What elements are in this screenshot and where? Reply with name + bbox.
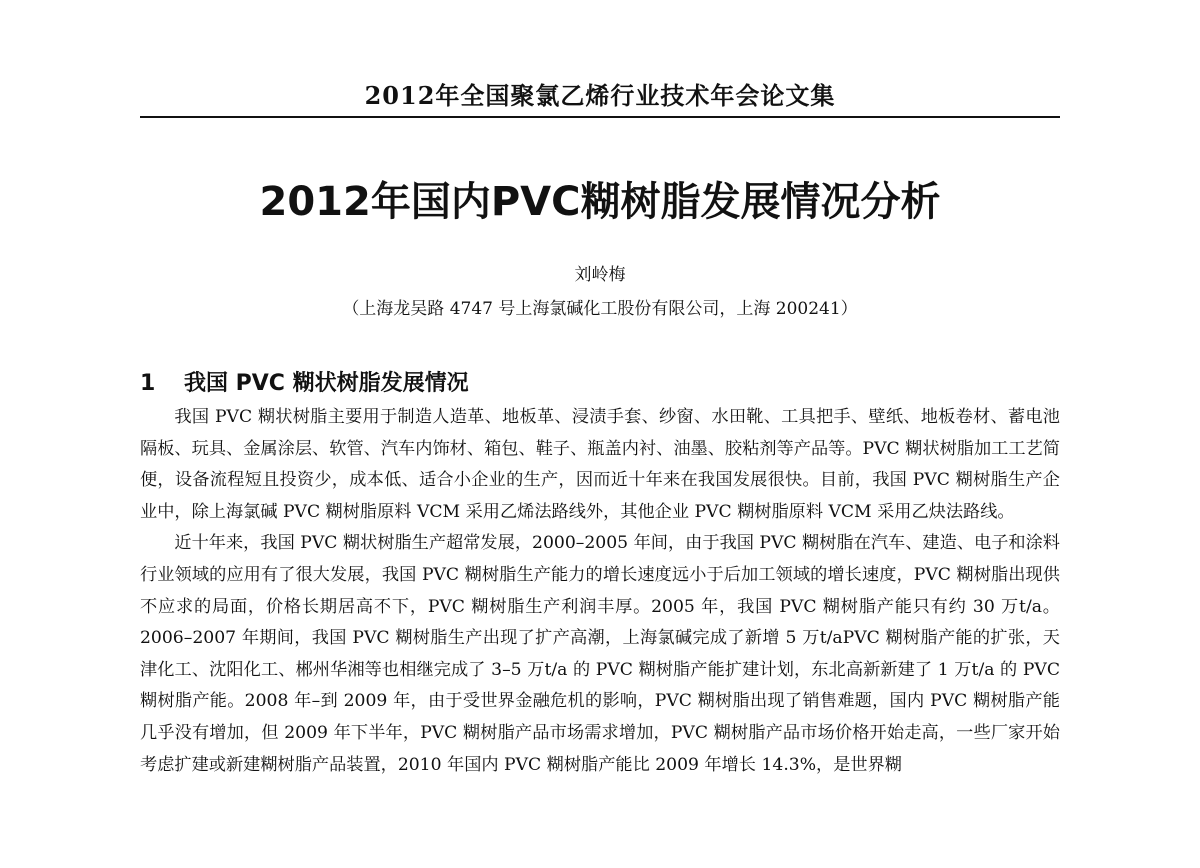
paper-title: 2012年国内PVC糊树脂发展情况分析 [259,179,941,225]
paragraph-1: 我国 PVC 糊状树脂主要用于制造人造革、地板革、浸渍手套、纱窗、水田靴、工具把手、壁纸、地板卷材、蓄电池隔板、玩具、金属涂层、软管、汽车内饰材、箱包、鞋子、瓶盖内衬、油墨、胶粘剂等产品等。PVC 糊状树脂加工工艺简便，设备流程短且投资少，成本低、适合小企业的生产，因而近十年来在我国发展很快。目前，我国 PVC 糊树脂生产企业中，除上海氯碱 PVC 糊树脂原料 VCM 采用乙烯法路线外，其他企业 PVC 糊树脂原料 VCM 采用乙炔法路线。 [140,407,1060,522]
running-header: 2012年全国聚氯乙烯行业技术年会论文集 [364,81,836,110]
body-text [140,402,1060,781]
author-affiliation: （上海龙吴路 4747 号上海氯碱化工股份有限公司，上海 200241） [342,299,858,319]
section-heading [140,366,1060,402]
author-name: 刘岭梅 [574,265,626,285]
section-number: 1 [140,371,156,396]
paragraph-2: 近十年来，我国 PVC 糊状树脂生产超常发展，2000–2005 年间，由于我国 PVC 糊树脂在汽车、建造、电子和涂料行业领域的应用有了很大发展，我国 PVC 糊树脂生产能力的增长速度远小于后加工领域的增长速度，PVC 糊树脂出现供不应求的局面，价格长期居高不下，PVC 糊树脂生产利润丰厚。2005 年，我国 PVC 糊树脂产能只有约 30 万t/a。2006–2007 年期间，我国 PVC 糊树脂生产出现了扩产高潮，上海氯碱完成了新增 5 万t/aPVC 糊树脂产能的扩张，天津化工、沈阳化工、郴州华湘等也相继完成了 3–5 万t/a 的 PVC 糊树脂产能扩建计划，东北高新新建了 1 万t/a 的 PVC 糊树脂产能。2008 年–到 2009 年，由于受世界金融危机的影响，PVC 糊树脂出现了销售难题，国内 PVC 糊树脂产能几乎没有增加，但 2009 年下半年，PVC 糊树脂产品市场需求增加，PVC 糊树脂产品市场价格开始走高，一些厂家开始考虑扩建或新建糊树脂产品装置，2010 年国内 PVC 糊树脂产能比 2009 年增长 14.3%，是世界糊 [140,533,1060,775]
section-title: 我国 PVC 糊状树脂发展情况 [184,371,469,396]
header-rule [140,116,1060,118]
